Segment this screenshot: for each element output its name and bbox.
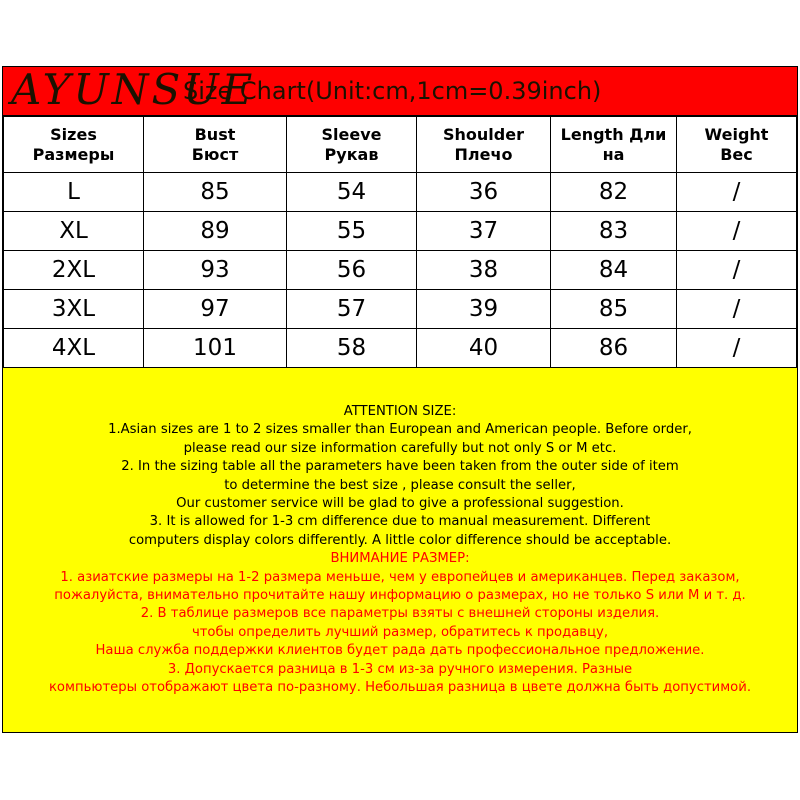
cell-size: 2XL	[4, 251, 144, 290]
notice-line: 3. Допускается разница в 1-3 см из-за ручного измерения. Разные	[167, 661, 633, 677]
cell-shoulder: 39	[417, 290, 551, 329]
notice-line: Our customer service will be glad to give a professional suggestion.	[176, 496, 624, 512]
cell-size: 3XL	[4, 290, 144, 329]
notice-line: computers display colors differently. A little color difference should be acceptable.	[128, 532, 672, 548]
table-row	[4, 173, 797, 212]
title-bar	[3, 67, 797, 116]
cell-shoulder: 36	[417, 173, 551, 212]
size-chart	[2, 66, 798, 733]
notice-line: компьютеры отображают цвета по-разному. Небольшая разница в цвете должна быть допустимой.	[48, 680, 752, 696]
size-notice	[3, 368, 797, 732]
notice-line: 2. In the sizing table all the parameters have been taken from the outer side of item	[121, 459, 679, 475]
table-row	[4, 251, 797, 290]
notice-english	[3, 403, 797, 550]
cell-weight: /	[677, 173, 797, 212]
size-table	[3, 116, 797, 368]
notice-line: to determine the best size , please consult the seller,	[224, 477, 576, 493]
cell-size: 4XL	[4, 329, 144, 368]
cell-weight: /	[677, 251, 797, 290]
col-header-weight: Weight Вес	[677, 117, 797, 173]
cell-size: XL	[4, 212, 144, 251]
notice-heading: ATTENTION SIZE:	[343, 404, 457, 419]
cell-length: 84	[551, 251, 677, 290]
col-header-bust: Bust Бюст	[144, 117, 287, 173]
notice-line: Наша служба поддержки клиентов будет рада дать профессиональное предложение.	[95, 643, 705, 659]
notice-line: чтобы определить лучший размер, обратитесь к продавцу,	[191, 624, 609, 640]
cell-length: 86	[551, 329, 677, 368]
table-row	[4, 329, 797, 368]
cell-weight: /	[677, 290, 797, 329]
cell-weight: /	[677, 329, 797, 368]
table-row	[4, 290, 797, 329]
col-header-sleeve: Sleeve Рукав	[287, 117, 417, 173]
col-header-length: Length Дли на	[551, 117, 677, 173]
notice-line: please read our size information carefully but not only S or M etc.	[183, 440, 617, 456]
col-header-shoulder: Shoulder Плечо	[417, 117, 551, 173]
cell-sleeve: 57	[287, 290, 417, 329]
cell-bust: 93	[144, 251, 287, 290]
cell-length: 83	[551, 212, 677, 251]
table-header-row	[4, 117, 797, 173]
chart-title: Size Chart(Unit:cm,1cm=0.39inch)	[183, 77, 602, 105]
notice-line: пожалуйста, внимательно прочитайте нашу информацию о размерах, но не только S или M и т. д.	[54, 588, 746, 604]
notice-line: 1. азиатские размеры на 1-2 размера меньше, чем у европейцев и американцев. Перед заказом,	[60, 569, 740, 585]
cell-shoulder: 38	[417, 251, 551, 290]
notice-heading: ВНИМАНИЕ РАЗМЕР:	[330, 551, 470, 567]
notice-line: 1.Asian sizes are 1 to 2 sizes smaller than European and American people. Before order,	[108, 422, 692, 438]
cell-shoulder: 37	[417, 212, 551, 251]
cell-bust: 97	[144, 290, 287, 329]
cell-shoulder: 40	[417, 329, 551, 368]
cell-length: 82	[551, 173, 677, 212]
brand-logo: AYUNSUE	[11, 65, 256, 114]
cell-sleeve: 56	[287, 251, 417, 290]
notice-line: 2. В таблице размеров все параметры взяты с внешней стороны изделия.	[140, 606, 660, 622]
cell-sleeve: 58	[287, 329, 417, 368]
notice-russian	[3, 550, 797, 697]
cell-size: L	[4, 173, 144, 212]
cell-weight: /	[677, 212, 797, 251]
col-header-sizes: Sizes Размеры	[4, 117, 144, 173]
cell-sleeve: 54	[287, 173, 417, 212]
table-row	[4, 212, 797, 251]
cell-bust: 101	[144, 329, 287, 368]
cell-sleeve: 55	[287, 212, 417, 251]
cell-bust: 85	[144, 173, 287, 212]
cell-bust: 89	[144, 212, 287, 251]
cell-length: 85	[551, 290, 677, 329]
notice-line: 3. It is allowed for 1-3 cm difference due to manual measurement. Different	[149, 514, 651, 530]
